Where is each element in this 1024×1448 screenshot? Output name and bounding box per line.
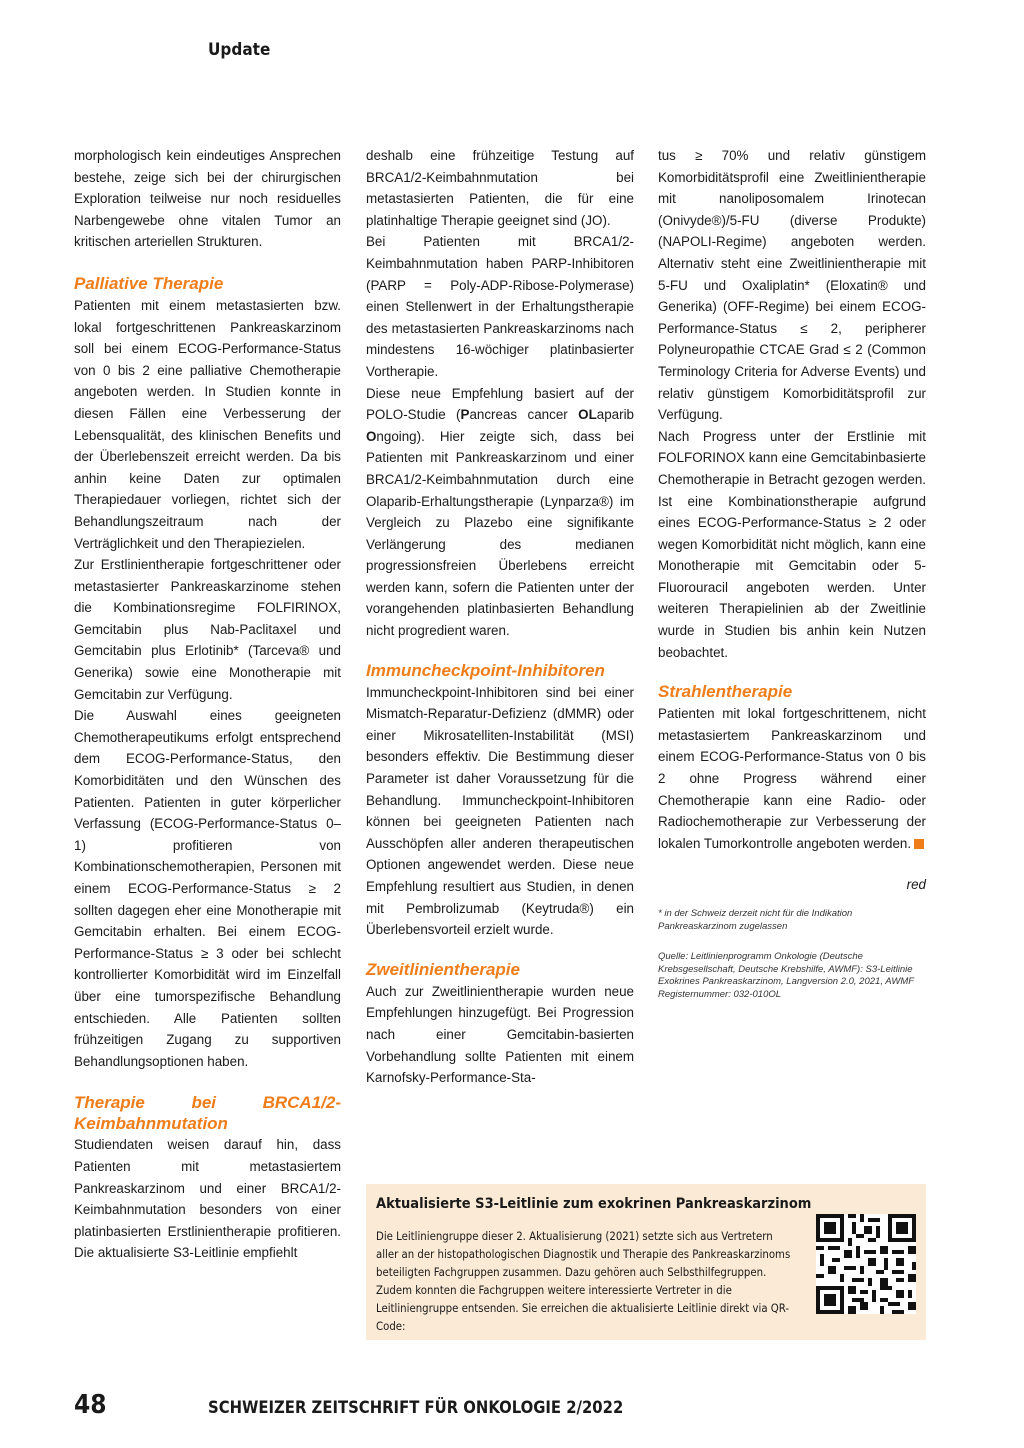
- paragraph: Die Auswahl eines geeigneten Chemotherapeutikums erfolgt entsprechend dem ECOG-Performance-Status, den Komorbiditäten und den Wünschen des Patienten. Patienten in guter körperlicher Verfassung (ECOG-Performance-Status 0–1) profitieren von Kombinationschemotherapien, Personen mit einem ECOG-Performance-Status ≥ 2 sollten dagegen eher eine Monotherapie mit Gemcitabin erhalten. Bei einem ECOG-Performance-Status ≥ 3 oder bei schlecht kontrollierter Komorbidität wird im Einzelfall über eine tumorspezifische Behandlung entschieden. Alle Patienten sollten frühzeitigen Zugang zu supportiven Behandlungsoptionen haben.: [74, 708, 341, 1069]
- paragraph: Bei Patienten mit BRCA1/2-Keimbahnmutation haben PARP-Inhibitoren (PARP = Poly-ADP-Ribose-Polymerase) einen Stellenwert in der Erhaltungstherapie des metastasierten Pankreaskarzinoms nach mindestens 16-wöchiger platinbasierter Vortherapie.: [366, 234, 634, 379]
- section-header: Update: [208, 40, 271, 60]
- source-citation: Quelle: Leitlinienprogramm Onkologie (Deutsche Krebsgesellschaft, Deutsche Krebshilfe, AWMF): S3-Leitlinie Exokrines Pankreaskarzinom, Langversion 2.0, 2021, AWMF Registernummer: 032-010OL: [658, 951, 914, 1000]
- paragraph: Studiendaten weisen darauf hin, dass Patienten mit metastasiertem Pankreaskarzinom und einer BRCA1/2-Keimbahnmutation besonders von einer platinbasierten Erstlinientherapie profitieren. Die aktualisierte S3-Leitlinie empfiehlt: [74, 1137, 341, 1261]
- paragraph: morphologisch kein eindeutiges Ansprechen bestehe, zeige sich bei der chirurgischen Exploration teilweise nur noch residuelles Narbengewebe ohne vitalen Tumor an kritischen arteriellen Strukturen.: [74, 148, 341, 250]
- paragraph: Zur Erstlinientherapie fortgeschrittener oder metastasierter Pankreaskarzinome stehen die Kombinationsregime FOLFIRINOX, Gemcitabin plus Nab-Paclitaxel und Gemcitabin plus Erlotinib* (Tarceva® und Generika) sowie eine Monotherapie mit Gemcitabin zur Verfügung.: [74, 557, 341, 702]
- heading-immuncheckpoint: Immuncheckpoint-Inhibitoren: [366, 660, 605, 680]
- heading-brca: Therapie bei BRCA1/2-Keimbahnmutation: [74, 1093, 341, 1134]
- text-run: Patienten mit lokal fortgeschrittenem, nicht metastasiertem Pankreaskarzinom und einem ECOG-Performance-Status von 0 bis 2 ohne Progress während einer Chemotherapie kann eine Radio- oder Radiochemotherapie zur Verbesserung der lokalen Tumorkontrolle angeboten werden.: [658, 706, 926, 851]
- acronym-letter: OL: [578, 407, 597, 423]
- qr-code-graphic: [816, 1214, 916, 1314]
- text-run: Diese neue Empfehlung basiert auf der POLO-Studie (: [366, 385, 634, 423]
- journal-title: SCHWEIZER ZEITSCHRIFT FÜR ONKOLOGIE 2/2022: [208, 1398, 624, 1417]
- paragraph: Patienten mit einem metastasierten bzw. lokal fortgeschrittenen Pankreaskarzinom soll bei einem ECOG-Performance-Status von 0 bis 2 eine palliative Chemotherapie angeboten werden. In Studien konnte in diesen Fällen eine Verbesserung der Lebensqualität, des klinischen Benefits und der Überlebenszeit erreicht werden. Da bis anhin keine Daten zur optimalen Therapiedauer vorliegen, richtet sich der Behandlungszeitraum nach der Verträglichkeit und den Therapiezielen.: [74, 297, 341, 551]
- page-number: 48: [74, 1390, 107, 1420]
- footnote: * in der Schweiz derzeit nicht für die Indikation Pankreaskarzinom zugelassen: [658, 908, 853, 932]
- acronym-letter: P: [460, 407, 470, 423]
- text-run: aparib: [596, 407, 634, 423]
- paragraph-strahlen: [658, 703, 926, 854]
- acronym-letter: O: [366, 428, 377, 444]
- author-signature: red: [906, 877, 926, 893]
- column-2: [366, 145, 634, 1089]
- heading-zweitlinie: Zweitlinientherapie: [366, 959, 520, 979]
- end-of-article-icon: [914, 839, 924, 849]
- info-box-text: Die Leitliniengruppe dieser 2. Aktualisierung (2021) setzte sich aus Vertretern aller an der histopathologischen Diagnostik und Therapie des Pankreaskarzinoms beteiligten Fachgruppen zusammen. Dazu gehören auch Selbsthilfegruppen. Zudem konnten die Fachgruppen weitere interessierte Vertreter in die Leitliniengruppe entsenden. Sie erreichen die aktualisierte Leitlinie direkt via QR-Code:: [376, 1230, 791, 1333]
- paragraph: tus ≥ 70% und relativ günstigem Komorbiditätsprofil eine Zweitlinientherapie mit nanoliposomalem Irinotecan (Onivyde®)/5-FU (diverse Produkte) (NAPOLI-Regime) angeboten werden. Alternativ steht eine Zweitlinientherapie mit 5-FU und Oxaliplatin* (Eloxatin® und Generika) (OFF-Regime) bei einem ECOG-Performance-Status ≤ 2, peripherer Polyneuropathie CTCAE Grad ≤ 2 (Common Terminology Criteria for Adverse Events) und relativ günstigem Komorbiditätsprofil zur Verfügung.: [658, 148, 926, 423]
- paragraph: deshalb eine frühzeitige Testung auf BRCA1/2-Keimbahnmutation bei metastasierten Patienten, die für eine platinhaltige Therapie geeignet sind (JO).: [366, 148, 634, 228]
- info-box: [366, 1184, 926, 1340]
- paragraph-polo: [366, 383, 634, 642]
- text-run: ngoing). Hier zeigte sich, dass bei Patienten mit Pankreaskarzinom und einer BRCA1/2-Keimbahnmutation durch eine Olaparib-Erhaltungstherapie (Lynparza®) im Vergleich zu Plazebo eine signifikante Verlängerung des medianen progressionsfreien Überlebens erreicht werden kann, sofern die Patienten unter der vorangehenden platinbasierten Behandlung nicht progredient waren.: [366, 428, 634, 639]
- qr-code-icon[interactable]: [816, 1214, 916, 1314]
- heading-palliative: Palliative Therapie: [74, 273, 224, 293]
- column-1: [74, 145, 341, 1264]
- heading-strahlen: Strahlentherapie: [658, 682, 793, 702]
- paragraph: Nach Progress unter der Erstlinie mit FOLFORINOX kann eine Gemcitabinbasierte Chemotherapie in Betracht gezogen werden. Ist eine Kombinationstherapie aufgrund eines ECOG-Performance-Status ≥ 2 oder wegen Komorbidität nicht möglich, kann eine Monotherapie mit Gemcitabin oder 5-Fluorouracil angeboten werden. Unter weiteren Therapielinien ab der Zweitlinie wurde in Studien bis anhin kein Nutzen beobachtet.: [658, 428, 926, 660]
- paragraph: Immuncheckpoint-Inhibitoren sind bei einer Mismatch-Reparatur-Defizienz (dMMR) oder einer Mikrosatelliten-Instabilität (MSI) besonders effektiv. Die Bestimmung dieser Parameter ist daher Voraussetzung für die Behandlung. Immuncheckpoint-Inhibitoren können bei geeigneten Patienten nach Ausschöpfen aller anderen therapeutischen Optionen angewendet werden. Diese neue Empfehlung resultiert aus Studien, in denen mit Pembrolizumab (Keytruda®) ein Überlebensvorteil erzielt wurde.: [366, 684, 634, 938]
- info-box-title: Aktualisierte S3-Leitlinie zum exokrinen Pankreaskarzinom: [376, 1196, 812, 1212]
- column-3: [658, 145, 926, 1001]
- paragraph: Auch zur Zweitlinientherapie wurden neue Empfehlungen hinzugefügt. Bei Progression nach einer Gemcitabin-basierten Vorbehandlung sollte Patienten mit einem Karnofsky-Performance-Sta-: [366, 983, 634, 1086]
- text-run: ancreas cancer: [469, 407, 579, 423]
